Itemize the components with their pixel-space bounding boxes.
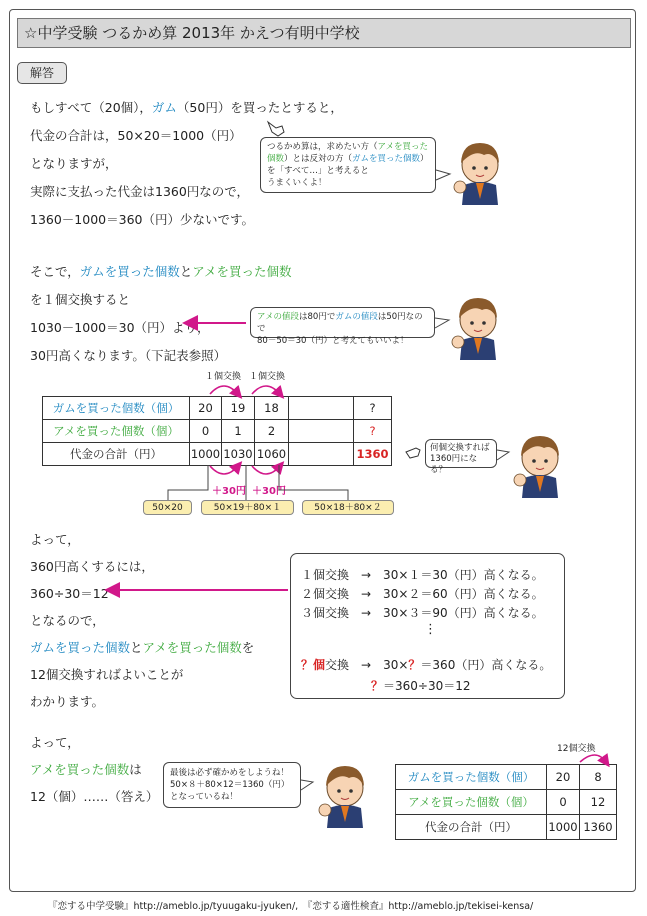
box-line3: ３個交換 → 30×３＝90（円）高くなる。 bbox=[301, 606, 544, 620]
table-cell: 1000 bbox=[547, 815, 580, 840]
table-cell: 20 bbox=[190, 397, 222, 420]
table-cell: ? bbox=[354, 420, 392, 443]
boy-character-icon bbox=[452, 298, 497, 360]
boy-character-icon bbox=[319, 766, 364, 828]
s3-line3: 360÷30＝12 bbox=[30, 586, 109, 601]
pointing-hand-icon bbox=[268, 122, 284, 136]
curved-arrow-icon bbox=[252, 386, 280, 394]
pointing-hand-icon bbox=[406, 448, 420, 458]
bubble-tail bbox=[497, 450, 509, 460]
s1-line2: 代金の合計は，50×20＝1000（円） bbox=[30, 128, 242, 143]
row-label-ame: アメを買った個数（個） bbox=[43, 420, 190, 443]
exchange12-label: 12個交換 bbox=[557, 744, 596, 754]
curved-arrow-icon bbox=[210, 466, 238, 474]
s2-line4: 30円高くなります。（下記表参照） bbox=[30, 348, 227, 363]
s3-line2: 360円高くするには， bbox=[30, 559, 154, 574]
box-line2: ２個交換 → 30×２＝60（円）高くなる。 bbox=[301, 587, 544, 601]
box-line6: ？＝360÷30＝12 bbox=[371, 679, 471, 693]
s3-line5: ガムを買った個数とアメを買った個数を bbox=[30, 640, 255, 655]
bubble-tail bbox=[436, 170, 450, 180]
curved-arrow-icon bbox=[210, 386, 238, 394]
table-cell: 18 bbox=[255, 397, 289, 420]
box-line5: ？個交換 → 30×？＝360（円）高くなる。 bbox=[301, 658, 552, 672]
table-cell: 1030 bbox=[222, 443, 255, 466]
bubble-tail bbox=[301, 780, 313, 790]
row-label-total: 代金の合計（円） bbox=[396, 815, 547, 840]
speech-bubble-check: 最後は必ず確かめをしようね！ 50×８＋80×12＝1360（円） となっているね！ bbox=[163, 762, 301, 808]
s2-line1: そこで，ガムを買った個数とアメを買った個数 bbox=[30, 264, 292, 279]
s3-line1: よって， bbox=[30, 532, 80, 547]
s4-line2: アメを買った個数は bbox=[30, 762, 142, 777]
row-label-gum: ガムを買った個数（個） bbox=[396, 765, 547, 790]
row-label-ame: アメを買った個数（個） bbox=[396, 790, 547, 815]
table-cell: 19 bbox=[222, 397, 255, 420]
s1-line5: 1360－1000＝360（円）少ないです。 bbox=[30, 212, 254, 227]
s4-line1: よって， bbox=[30, 735, 80, 750]
speech-bubble-hint1: つるかめ算は，求めたい方（アメを買った 個数）とは反対の方（ガムを買った個数） を「すべて…」と考えると うまくいくよ！ bbox=[260, 137, 436, 193]
s3-line7: わかります。 bbox=[30, 694, 105, 709]
bubble-tail bbox=[435, 318, 449, 328]
page-title: ☆中学受験 つるかめ算 2013年 かえつ有明中学校 bbox=[17, 18, 631, 48]
calc-tag-1: 50×20 bbox=[143, 500, 192, 515]
table-cell: 1060 bbox=[255, 443, 289, 466]
table-cell: 2 bbox=[255, 420, 289, 443]
table-cell-target: 1360 bbox=[354, 443, 392, 466]
table-cell: 0 bbox=[190, 420, 222, 443]
s1-line1: もしすべて（20個），ガム（50円）を買ったとすると， bbox=[30, 100, 343, 115]
boy-character-icon bbox=[454, 143, 499, 205]
box-dots: ⋮ bbox=[424, 622, 437, 637]
curved-arrow-icon bbox=[252, 466, 280, 474]
footer-credit: 『恋する中学受験』http://ameblo.jp/tyuugaku-jyuken/, 『恋する適性検査』http://ameblo.jp/tekisei-kensa/ bbox=[48, 901, 534, 912]
table-cell: 1 bbox=[222, 420, 255, 443]
table-cell: ? bbox=[354, 397, 392, 420]
row-label-total: 代金の合計（円） bbox=[43, 443, 190, 466]
connector-line bbox=[279, 465, 348, 500]
table-cell: 12 bbox=[580, 790, 617, 815]
speech-bubble-hint2: アメの値段は80円でガムの値段は50円なので 80－50＝30（円）と考えてもいいよ！ bbox=[250, 307, 435, 338]
plus30-label-1: ＋30円 bbox=[212, 486, 246, 497]
table-cell: 1000 bbox=[190, 443, 222, 466]
exchange-label-1: １個交換 bbox=[205, 372, 242, 382]
s2-line3: 1030－1000＝30（円）より， bbox=[30, 320, 210, 335]
box-line1: １個交換 → 30×１＝30（円）高くなる。 bbox=[301, 568, 544, 582]
answer-badge: 解答 bbox=[17, 62, 67, 84]
speech-bubble-question: 何個交換すれば 1360円になる？ bbox=[425, 439, 497, 468]
calc-tag-2: 50×19＋80×１ bbox=[201, 500, 294, 515]
boy-character-icon bbox=[514, 436, 559, 498]
s1-line4: 実際に支払った代金は1360円なので， bbox=[30, 184, 250, 199]
s3-line4: となるので， bbox=[30, 613, 105, 628]
s1-line3: となりますが， bbox=[30, 156, 118, 171]
calc-tag-3: 50×18＋80×２ bbox=[302, 500, 394, 515]
table-cell: 0 bbox=[547, 790, 580, 815]
s2-line2: を１個交換すると bbox=[30, 292, 131, 307]
s4-line3: 12（個）……（答え） bbox=[30, 789, 159, 804]
table-cell: 8 bbox=[580, 765, 617, 790]
table-cell: 20 bbox=[547, 765, 580, 790]
plus30-label-2: ＋30円 bbox=[252, 486, 286, 497]
connector-line bbox=[168, 465, 208, 500]
table-cell: 1360 bbox=[580, 815, 617, 840]
s3-line6: 12個交換すればよいことが bbox=[30, 667, 184, 682]
exchange-label-2: １個交換 bbox=[249, 372, 286, 382]
curved-arrow-icon bbox=[580, 755, 606, 762]
row-label-gum: ガムを買った個数（個） bbox=[43, 397, 190, 420]
